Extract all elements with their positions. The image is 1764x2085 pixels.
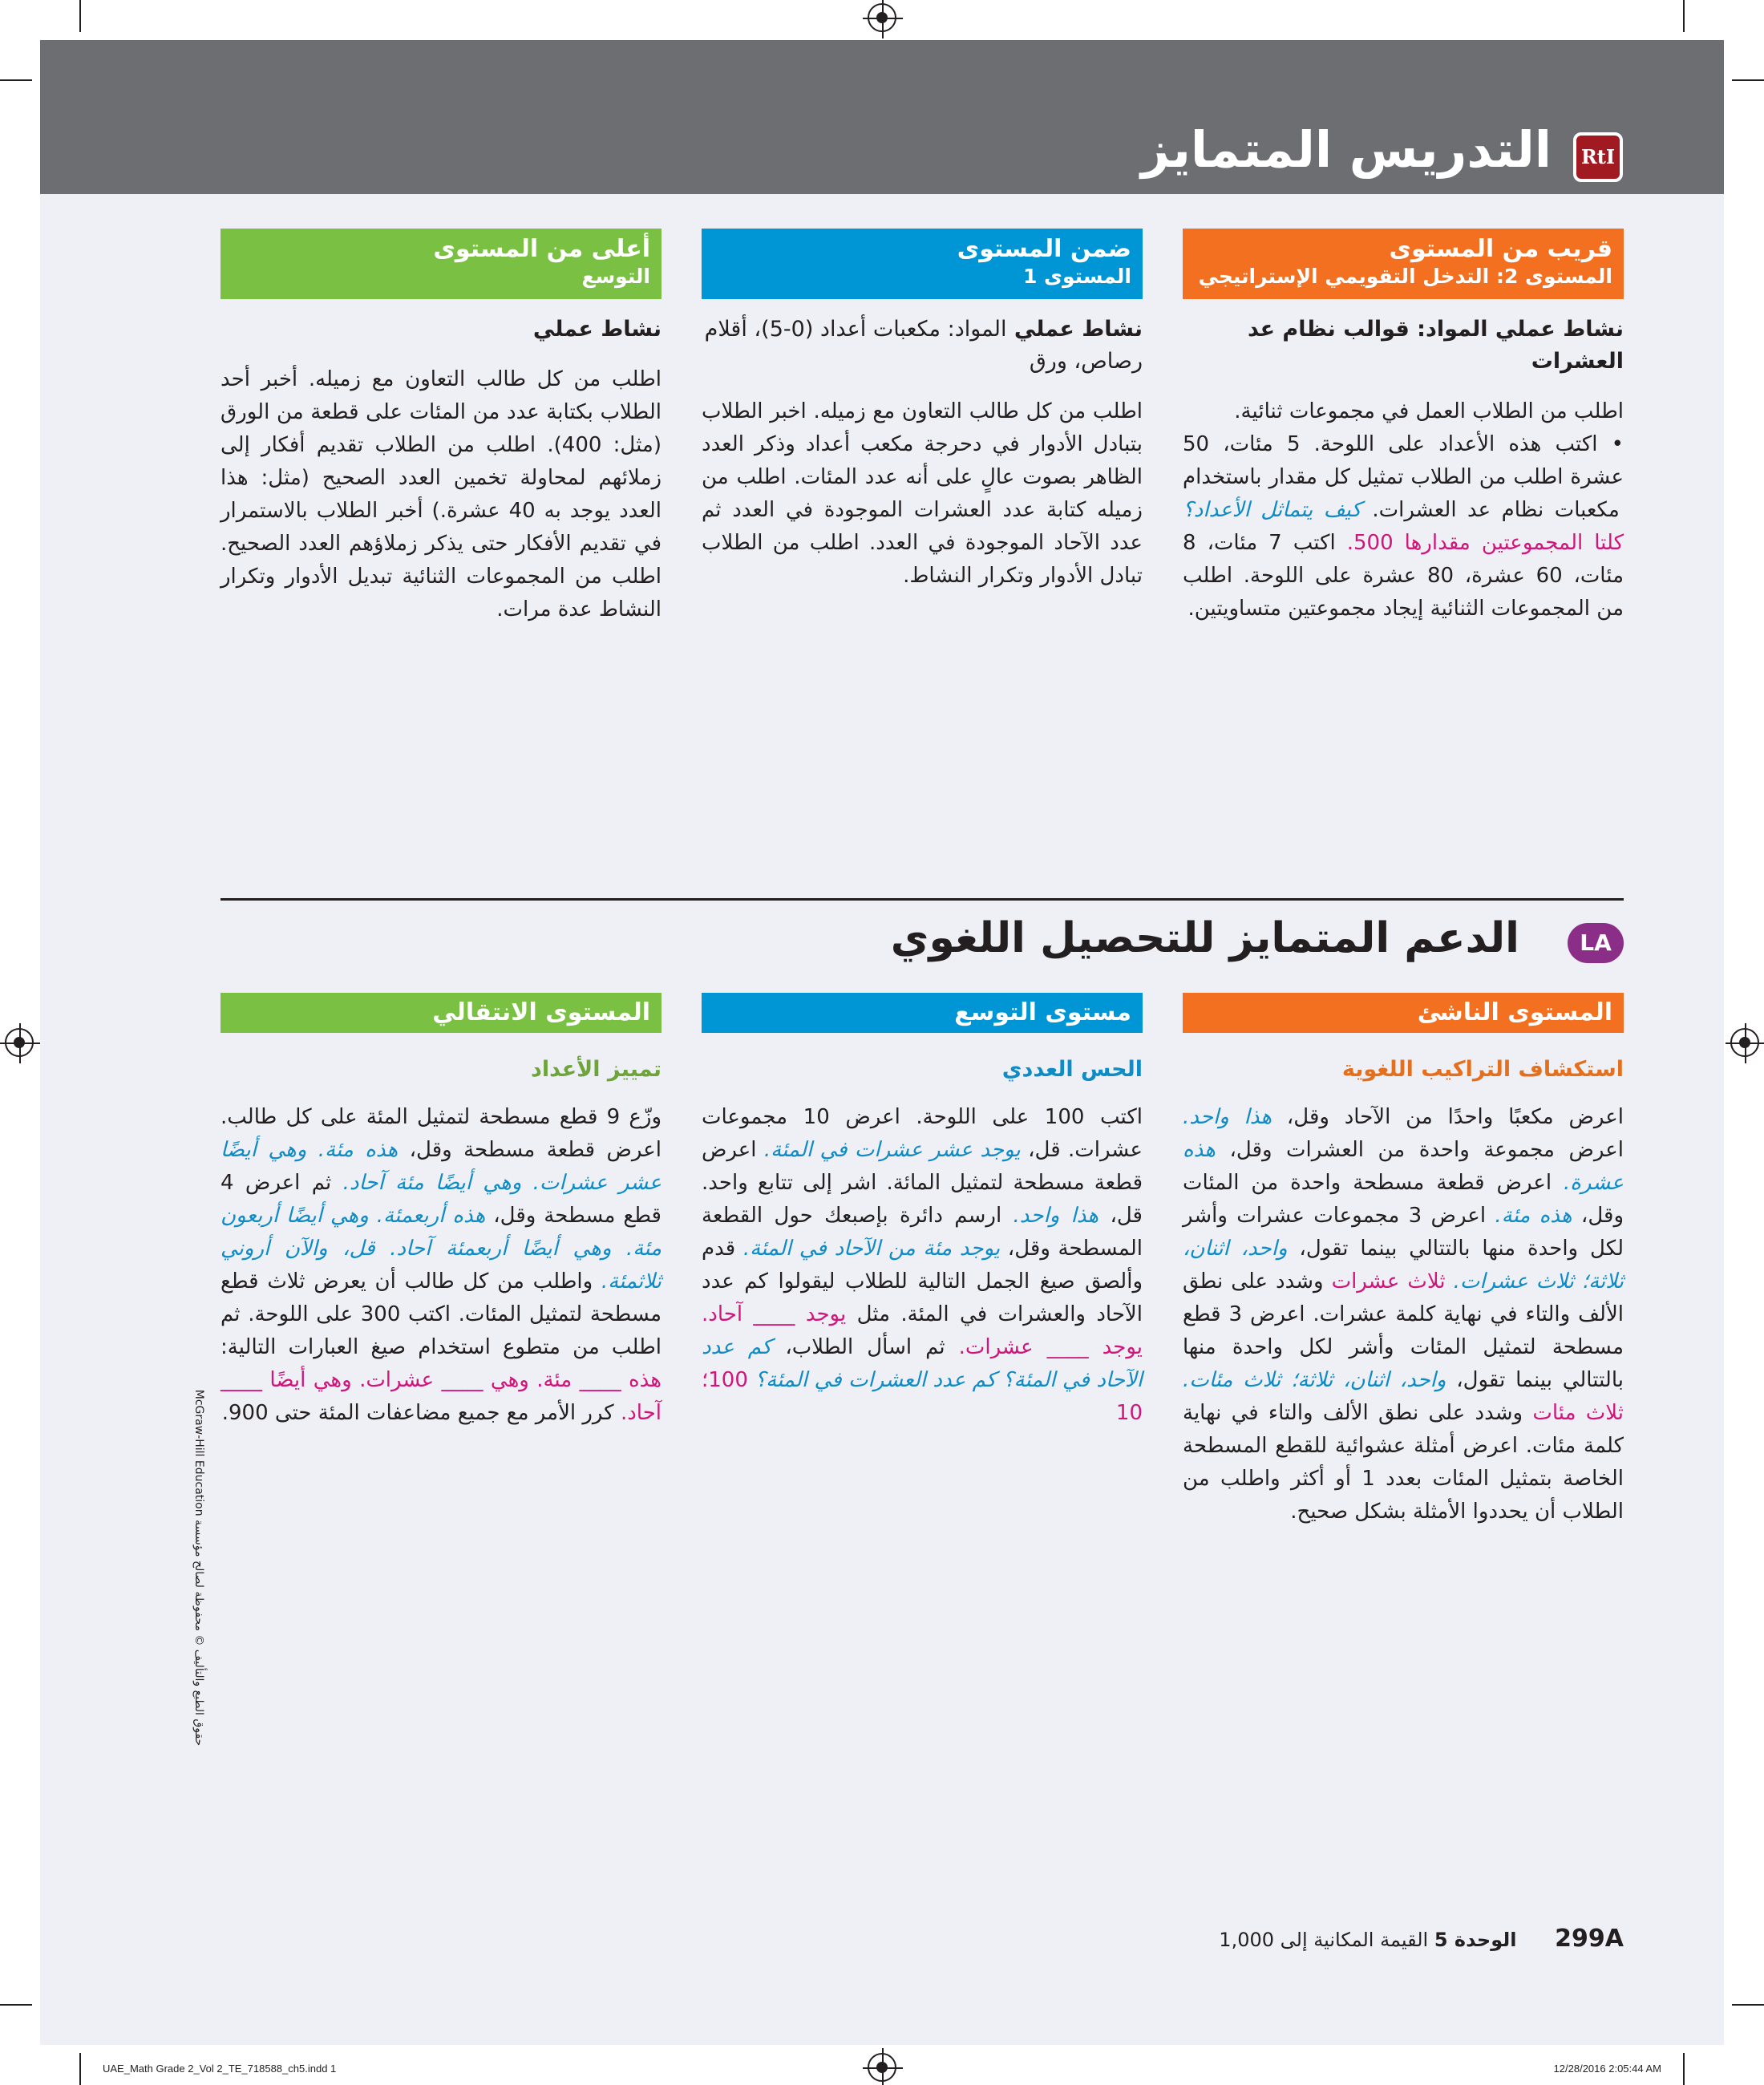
text-run: وشدد على نطق الألف والتاء في نهاية كلمة مئات. اعرض أمثلة عشوائية للقطع المسطحة الخاصة بتمثيل المئات بعدد 1 أو أكثر واطلب من الطلاب أن يحددوا الأمثلة بشكل صحيح. (1183, 1401, 1624, 1524)
registration-mark-icon (868, 2053, 896, 2082)
sentence-frame: ثلاث مئات (1532, 1401, 1624, 1425)
teacher-prompt: يوجد عشر عشرات في المئة. (763, 1138, 1021, 1162)
column-heading: أعلى من المستوى (433, 235, 650, 263)
page-footer (1219, 1925, 1624, 1953)
rti-column-on-level (702, 229, 1143, 593)
registration-mark-icon (868, 3, 896, 32)
crop-mark (0, 2004, 32, 2006)
text-run: وشدد على نطق الألف والتاء في نهاية كلمة عشرات. اعرض 3 قطع مسطحة لتمثيل المئات وأشر لكل واحدة منها بالتتالي بينما تقول، (1183, 1269, 1624, 1392)
text-run: ثم اسأل الطلاب، (771, 1335, 959, 1359)
paragraph: اطلب من كل طالب التعاون مع زميله. اخبر الطلاب بتبادل الأدوار في دحرجة مكعب أعداد وذكر العدد الظاهر بصوت عالٍ على أنه عدد المئات. اطلب من زميله كتابة عدد العشرات الموجودة في العدد ثم عدد الآحاد الموجودة في العدد. اطلب من الطلاب تبادل الأدوار وتكرار النشاط. (702, 399, 1143, 588)
crop-mark (1732, 2004, 1764, 2006)
crop-mark (1683, 0, 1685, 32)
unit-title: القيمة المكانية إلى 1,000 (1219, 1929, 1429, 1951)
column-heading: قريب من المستوى (1389, 235, 1612, 263)
activity-title: نشاط عملي (532, 317, 662, 342)
rti-badge: RtI (1573, 132, 1623, 182)
la-badge: LA (1568, 923, 1624, 963)
column-body (220, 363, 662, 626)
registration-mark-icon (1730, 1028, 1759, 1057)
teacher-prompt: هذا واحد. (1013, 1204, 1099, 1228)
paragraph: • اكتب هذه الأعداد على اللوحة. 5 مئات، 50 عشرة اطلب من الطلاب تمثيل كل مقدار باستخدام مكعبات نظام عد العشرات. (1183, 432, 1624, 522)
la-column-emerging (1183, 993, 1624, 1528)
print-timestamp: 12/28/2016 2:05:44 AM (1553, 2063, 1661, 2075)
paragraph: اكتب 7 مئات، 8 مئات، 60 عشرة، 80 عشرة على اللوحة. اطلب من المجموعات الثنائية إيجاد مجموعتين متساويتين. (1183, 531, 1624, 621)
text-run: كرر الأمر مع جميع مضاعفات المئة حتى 900. (221, 1401, 621, 1425)
teacher-prompt: هذه أربعمئة. وهي أيضًا أربعون مئة. وهي أيضًا أربعمئة آحاد. (220, 1204, 662, 1261)
page-number: 299A (1555, 1925, 1624, 1953)
page-title: التدريس المتمايز (1141, 120, 1552, 179)
sentence-frame: يوجد ____ آحاد. يوجد ____ عشرات. (702, 1302, 1143, 1359)
sentence-frame: ثلاث عشرات (1331, 1269, 1446, 1294)
column-body (1183, 1101, 1624, 1528)
column-heading: المستوى الناشئ (1417, 998, 1612, 1026)
column-header (220, 993, 662, 1033)
column-header (220, 229, 662, 299)
crop-mark (1683, 2053, 1685, 2085)
column-heading: ضمن المستوى (957, 235, 1131, 263)
rti-column-approaching (1183, 229, 1624, 626)
answer: كلتا المجموعتين مقدارها 500. (1346, 531, 1624, 555)
la-column-expanding (702, 993, 1143, 1430)
column-heading: مستوى التوسع (954, 998, 1131, 1026)
text-run: ارسم دائرة بإصبعك حول القطعة المسطحة وقل، (702, 1204, 1143, 1261)
text-run: وزّع 9 قطع مسطحة لتمثيل المئة على كل طالب. اعرض قطعة مسطحة وقل، (220, 1105, 662, 1162)
sentence-frame: 100؛ 10 (702, 1368, 1143, 1425)
column-header (1183, 229, 1624, 299)
column-body (702, 1101, 1143, 1430)
rti-column-beyond (220, 229, 662, 626)
activity-title: نشاط عملي المواد: قوالب نظام عد العشرات (1247, 317, 1624, 374)
text-run: اعرض 3 مجموعات عشرات وأشر لكل واحدة منها بالتتالي بينما تقول، (1183, 1204, 1624, 1261)
text-run: قدم وألصق صيغ الجمل التالية للطلاب ليقولوا كم عدد الآحاد والعشرات في المئة. مثل (702, 1237, 1143, 1326)
la-column-bridging (220, 993, 662, 1430)
column-body (220, 1101, 662, 1430)
column-subheading: تمييز الأعداد (531, 1057, 662, 1082)
text-run: اكتب 100 على اللوحة. اعرض 10 مجموعات عشرات. قل، (702, 1105, 1143, 1162)
registration-mark-icon (5, 1028, 34, 1057)
crop-mark (1732, 79, 1764, 81)
text-run: اعرض قطعة مسطحة واحدة من المئات وقل، (1183, 1171, 1624, 1228)
text-run: اعرض قطعة مسطحة لتمثيل المائة. اشر إلى تتابع واحد. قل، (702, 1138, 1143, 1228)
teacher-prompt: هذه مئة. وهي أيضًا عشر عشرات. وهي أيضًا مئة آحاد. (220, 1138, 662, 1195)
crop-mark (79, 0, 81, 32)
text-run (1446, 1269, 1454, 1294)
teacher-prompt: واحد، اثنان، ثلاثة؛ ثلاث عشرات. (1183, 1237, 1624, 1294)
column-subheading: المستوى 1 (1022, 265, 1131, 288)
section-divider (220, 898, 1624, 901)
crop-mark (0, 79, 32, 81)
teacher-prompt: واحد، اثنان، ثلاثة؛ ثلاث مئات. (1183, 1368, 1446, 1392)
teacher-prompt: قل، والآن أروني ثلاثمئة. (220, 1237, 662, 1294)
teacher-prompt: كم عدد الآحاد في المئة؟ كم عدد العشرات في المئة؟ (702, 1335, 1143, 1392)
teacher-question: كيف يتماثل الأعداد؟ (1183, 498, 1361, 522)
copyright-notice: حقوق الطبع والتأليف © محفوظة لصالح مؤسسة McGraw-Hill Education (192, 1389, 205, 1747)
teacher-prompt: هذه عشرة. (1183, 1138, 1624, 1195)
text-run: ثم اعرض 4 قطع مسطحة وقل، (220, 1171, 662, 1228)
crop-mark (79, 2053, 81, 2085)
text-run: واطلب من كل طالب أن يعرض ثلاث قطع مسطحة لتمثيل المئات. اكتب 300 على اللوحة. ثم اطلب من متطوع استخدام صيغ العبارات التالية: (220, 1269, 662, 1359)
file-slug: UAE_Math Grade 2_Vol 2_TE_718588_ch5.indd 1 (103, 2063, 337, 2075)
text-run (375, 1237, 390, 1261)
teacher-prompt: يوجد مئة من الآحاد في المئة. (742, 1237, 1001, 1261)
teacher-prompt: هذه مئة. (1495, 1204, 1572, 1228)
column-subheading: المستوى 2: التدخل التقويمي الإستراتيجي (1198, 265, 1612, 288)
column-heading: المستوى الانتقالي (432, 998, 650, 1026)
column-header (702, 993, 1143, 1033)
column-body (702, 395, 1143, 593)
text-run: اعرض مجموعة واحدة من العشرات وقل، (1215, 1138, 1624, 1162)
la-section-title: الدعم المتمايز للتحصيل اللغوي (890, 914, 1519, 962)
activity-title: نشاط عملي المواد: مكعبات أعداد (0-5)، أقلام رصاص، ورق (704, 317, 1143, 374)
paragraph: اطلب من كل طالب التعاون مع زميله. أخبر أحد الطلاب بكتابة عدد من المئات على قطعة من الورق (مثل: 400). اطلب من الطلاب تقديم أفكار إلى زملائهم لمحاولة تخمين العدد الصحيح (مثل: هذا العدد يوجد به 40 عشرة.) أخبر الطلاب بالاستمرار في تقديم الأفكار حتى يذكر زملاؤهم العدد الصحيح. اطلب من المجموعات الثنائية تبديل الأدوار وتكرار النشاط عدة مرات. (220, 367, 662, 621)
column-header (702, 229, 1143, 299)
sentence-frame: هذه ____ مئة. وهي ____ عشرات. وهي أيضًا ____ آحاد. (220, 1368, 662, 1425)
column-subheading: التوسع (581, 265, 650, 288)
text-run: اعرض مكعبًا واحدًا من الآحاد وقل، (1272, 1105, 1624, 1129)
unit-label: الوحدة 5 (1434, 1929, 1517, 1951)
column-header (1183, 993, 1624, 1033)
column-body (1183, 395, 1624, 626)
teacher-prompt: هذا واحد. (1183, 1105, 1272, 1129)
paragraph: اطلب من الطلاب العمل في مجموعات ثنائية. (1234, 399, 1624, 423)
column-subheading: استكشاف التراكيب اللغوية (1341, 1057, 1624, 1082)
column-subheading: الحس العددي (1001, 1057, 1143, 1082)
